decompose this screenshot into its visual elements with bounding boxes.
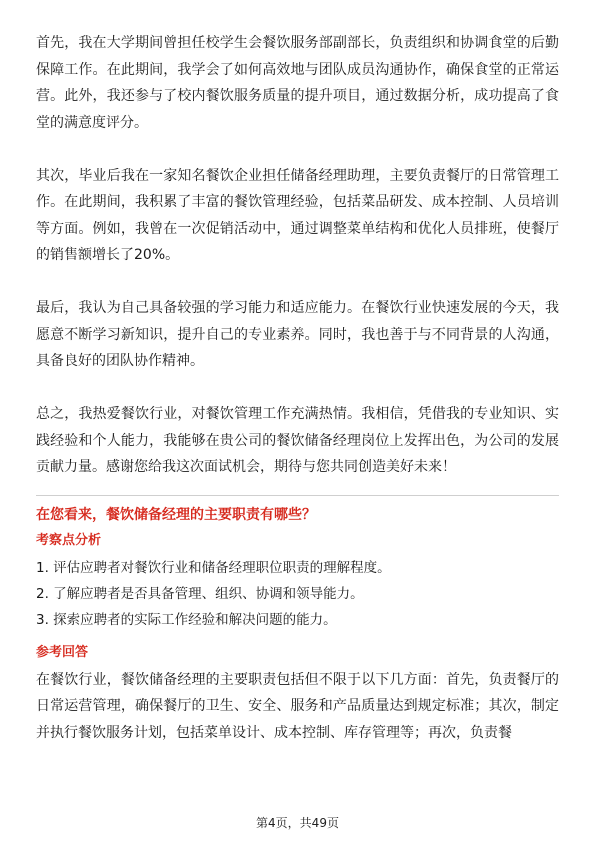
analysis-point-list [36, 555, 559, 633]
body-paragraph-2: 其次，毕业后我在一家知名餐饮企业担任储备经理助理，主要负责餐厅的日常管理工作。在此期间，我积累了丰富的餐饮管理经验，包括菜品研发、成本控制、人员培训等方面。例如，我曾在一次促销活动中，通过调整菜单结构和优化人员排班，使餐厅的销售额增长了20%。 [36, 167, 559, 263]
body-paragraph-1: 首先，我在大学期间曾担任校学生会餐饮服务部副部长，负责组织和协调食堂的后勤保障工作。在此期间，我学会了如何高效地与团队成员沟通协作，确保食堂的正常运营。此外，我还参与了校内餐饮服务质量的提升项目，通过数据分析，成功提高了食堂的满意度评分。 [36, 35, 559, 131]
page-number: 第4页，共49页 [256, 816, 339, 830]
body-paragraph-4: 总之，我热爱餐饮行业，对餐饮管理工作充满热情。我相信，凭借我的专业知识、实践经验和个人能力，我能够在贵公司的餐饮储备经理岗位上发挥出色，为公司的发展贡献力量。感谢您给我这次面试机会，期待与您共同创造美好未来！ [36, 406, 559, 475]
interview-question: 在您看来，餐饮储备经理的主要职责有哪些？ [36, 506, 316, 523]
body-paragraph-3: 最后，我认为自己具备较强的学习能力和适应能力。在餐饮行业快速发展的今天，我愿意不断学习新知识，提升自己的专业素养。同时，我也善于与不同背景的人沟通，具备良好的团队协作精神。 [36, 300, 559, 369]
analysis-point: 3. 探索应聘者的实际工作经验和解决问题的能力。 [36, 611, 337, 628]
section-divider [36, 495, 559, 496]
reference-answer-text: 在餐饮行业，餐饮储备经理的主要职责包括但不限于以下几方面：首先，负责餐厅的日常运营管理，确保餐厅的卫生、安全、服务和产品质量达到规定标准；其次，制定并执行餐饮服务计划，包括菜单设计、成本控制、库存管理等；再次，负责餐 [36, 671, 559, 741]
reference-answer-heading: 参考回答 [36, 644, 89, 660]
analysis-point: 1. 评估应聘者对餐饮行业和储备经理职位职责的理解程度。 [36, 559, 391, 576]
document-page [36, 30, 559, 746]
analysis-heading: 考察点分析 [36, 532, 102, 548]
analysis-point: 2. 了解应聘者是否具备管理、组织、协调和领导能力。 [36, 585, 364, 602]
